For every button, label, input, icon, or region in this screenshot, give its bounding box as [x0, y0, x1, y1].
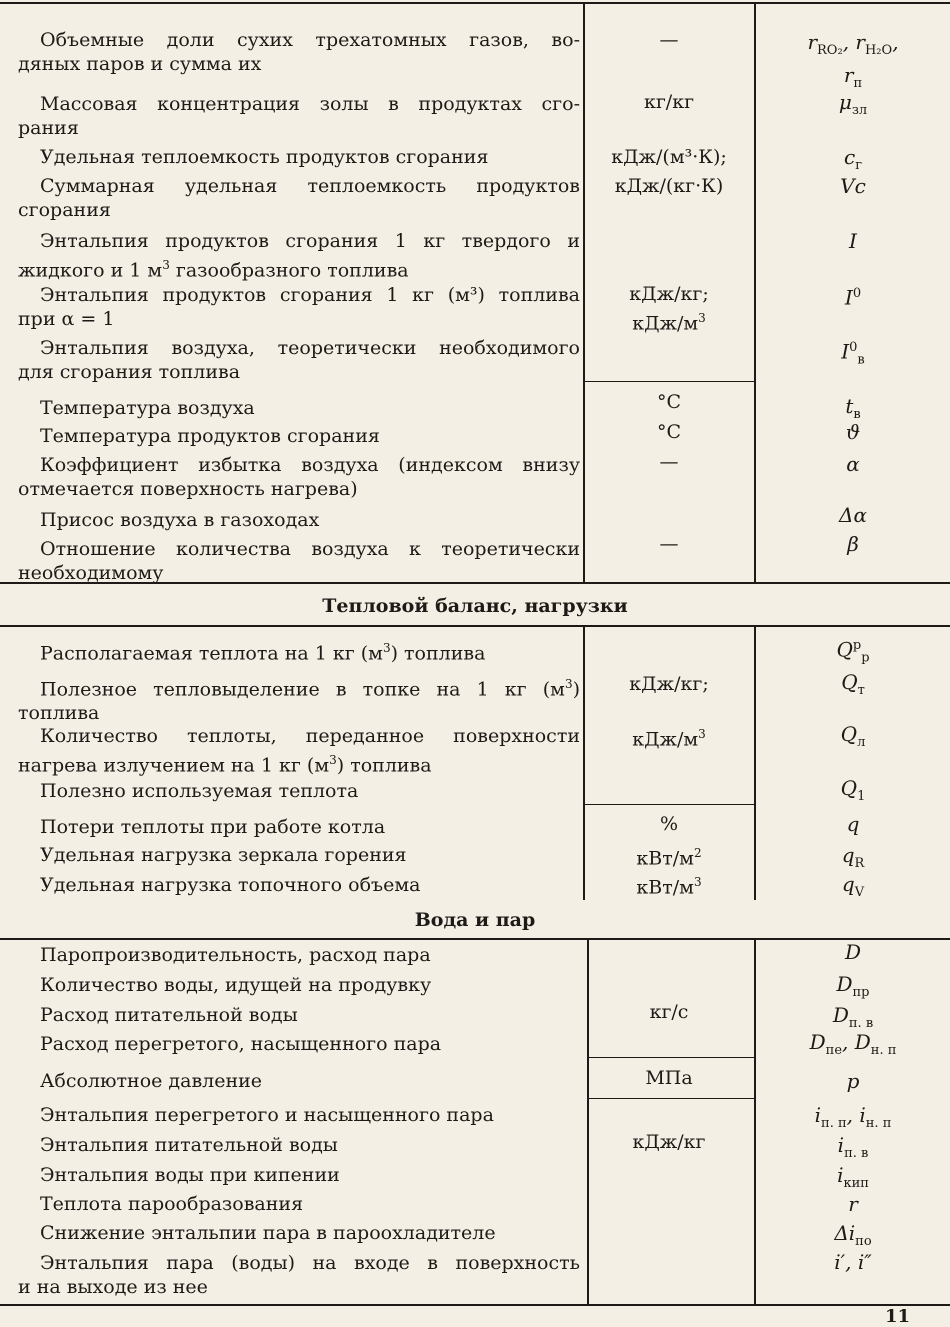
table-row-symbol: r — [848, 1192, 858, 1216]
table-row-symbol: $i_{кип}$ — [837, 1163, 869, 1191]
table-row-desc: Расход питательной воды — [40, 1004, 298, 1026]
table-row-symbol: $Q_т$ — [841, 670, 865, 698]
table-row-symbol: Vc — [840, 174, 866, 198]
table-row-desc: Энтальпия перегретого и насыщенного пара — [40, 1104, 494, 1126]
table-row-desc: Энтальпия пара (воды) на входе в поверхность и на выходе из нее — [18, 1252, 580, 1298]
table-row-symbol: $i_{п. п}$, $i_{н. п}$ — [814, 1103, 892, 1131]
table-row-desc: Коэффициент избытка воздуха (индексом внизу отмечается поверхность нагрева) — [18, 454, 580, 500]
table-row-symbol: $I^0_в$ — [841, 339, 865, 368]
table-row-desc: Отношение количества воздуха к теоретически необходимому — [18, 538, 580, 584]
table-row-desc: Располагаемая теплота на 1 кг $(м^3)$ топлива — [40, 641, 486, 665]
table-row-desc: Потери теплоты при работе котла — [40, 816, 386, 838]
table-row-symbol: $Q^р_р$ — [836, 637, 870, 666]
table-row-desc: Удельная теплоемкость продуктов сгорания — [40, 146, 489, 168]
table-row-desc: Теплота парообразования — [40, 1193, 304, 1215]
table-row-desc: Энтальпия продуктов сгорания 1 кг (м³) топлива при α = 1 — [18, 284, 580, 330]
table-row-unit: кДж/(м³·К); — [611, 146, 727, 168]
table-row-unit: кВт/$м^3$ — [636, 875, 702, 899]
table-row-symbol: $D_{п. в}$ — [832, 1003, 874, 1031]
unit-group-rule — [585, 804, 754, 805]
table-row-symbol: $\mu_{зл}$ — [838, 90, 868, 118]
table-row-unit: °C — [656, 421, 682, 443]
table-row-symbol: $I^0$ — [844, 285, 862, 310]
table-row-symbol: q — [846, 812, 860, 836]
column-divider — [587, 938, 589, 1304]
table-row-symbol: $r_{RO_2}$, $r_{H_2O}$, $r_п$ — [807, 30, 899, 91]
section-title: Тепловой баланс, нагрузки — [322, 595, 628, 617]
table-row-symbol: $q_R$ — [841, 843, 865, 871]
bottom-rule — [0, 1304, 950, 1306]
table-row-unit: кДж/кг — [632, 1131, 706, 1153]
table-row-desc: Энтальпия воздуха, теоретически необходимого для сгорания топлива — [18, 337, 580, 383]
table-row-desc: Полезное тепловыделение в топке на 1 кг $(м^3)$ топлива — [18, 677, 580, 725]
table-row-desc: Удельная нагрузка зеркала горения — [40, 844, 407, 866]
page-number: 11 — [884, 1306, 910, 1327]
table-row-desc: Расход перегретого, насыщенного пара — [40, 1033, 442, 1055]
table-row-symbol: $D_{пр}$ — [836, 972, 870, 1000]
table-row-symbol: $c_г$ — [843, 145, 862, 173]
table-row-unit: — — [659, 533, 679, 555]
table-row-symbol: $Q_1$ — [840, 776, 866, 804]
table-row-symbol: i′, i″ — [834, 1250, 872, 1274]
table-row-symbol: I — [849, 229, 857, 253]
table-row-desc: Снижение энтальпии пара в пароохладителе — [40, 1222, 496, 1244]
table-row-symbol: Δα — [839, 503, 867, 527]
table-row-desc: Полезно используемая теплота — [40, 780, 359, 802]
table-row-unit: кДж/кг; — [629, 673, 709, 695]
table-row-symbol: $\Delta i_{по}$ — [834, 1221, 872, 1249]
table-row-symbol: α — [846, 452, 860, 476]
table-row-desc: Количество теплоты, переданное поверхности нагрева излучением на 1 кг $(м^3)$ топлива — [18, 725, 580, 777]
table-row-unit: кДж/(кг·К) — [614, 175, 724, 197]
table-row-unit: кг/с — [649, 1001, 689, 1023]
table-row-desc: Суммарная удельная теплоемкость продуктов сгорания — [18, 175, 580, 221]
table-row-symbol: p — [846, 1069, 860, 1093]
table-row-desc: Температура продуктов сгорания — [40, 425, 380, 447]
table-row-desc: Удельная нагрузка топочного объема — [40, 874, 421, 896]
table-row-symbol: D — [844, 940, 862, 964]
section-rule — [0, 625, 950, 627]
table-row-unit: — — [659, 451, 679, 473]
table-row-symbol: $t_в$ — [845, 394, 861, 422]
table-row-unit: кг/кг — [643, 91, 695, 113]
top-rule — [0, 2, 950, 4]
table-row-symbol: $q_V$ — [841, 872, 865, 900]
table-row-unit: кВт/$м^2$ — [636, 846, 702, 870]
unit-group-rule — [589, 1057, 754, 1058]
table-row-desc: Присос воздуха в газоходах — [40, 509, 320, 531]
table-row-unit: — — [659, 29, 679, 51]
table-row-unit: кДж/$м^3$ — [632, 727, 706, 751]
unit-group-rule — [589, 1098, 754, 1099]
table-row-unit: МПа — [645, 1067, 693, 1089]
table-row-unit: кДж/кг; кДж/$м^3$ — [629, 283, 709, 335]
table-row-symbol: ϑ — [845, 420, 861, 444]
table-row-desc: Объемные доли сухих трехатомных газов, во- дяных паров и сумма их — [18, 29, 580, 75]
table-row-desc: Массовая концентрация золы в продуктах сго- рания — [18, 93, 580, 139]
table-row-symbol: $Q_л$ — [840, 722, 866, 750]
table-row-unit: % — [659, 813, 679, 835]
unit-group-rule — [585, 381, 754, 382]
table-row-desc: Энтальпия питательной воды — [40, 1134, 338, 1156]
table-row-desc: Температура воздуха — [40, 397, 255, 419]
table-row-symbol: $i_{п. в}$ — [837, 1133, 869, 1161]
table-row-symbol: $D_{пе}$, $D_{н. п}$ — [809, 1030, 897, 1058]
table-row-desc: Энтальпия продуктов сгорания 1 кг твердого и жидкого и 1 $м^3$ газообразного топлива — [18, 230, 580, 282]
table-row-symbol: β — [847, 532, 859, 556]
table-row-unit: °C — [656, 391, 682, 413]
table-row-desc: Абсолютное давление — [40, 1070, 263, 1092]
table-row-desc: Паропроизводительность, расход пара — [40, 944, 431, 966]
table-row-desc: Количество воды, идущей на продувку — [40, 974, 432, 996]
table-row-desc: Энтальпия воды при кипении — [40, 1164, 340, 1186]
section-title: Вода и пар — [414, 909, 536, 931]
